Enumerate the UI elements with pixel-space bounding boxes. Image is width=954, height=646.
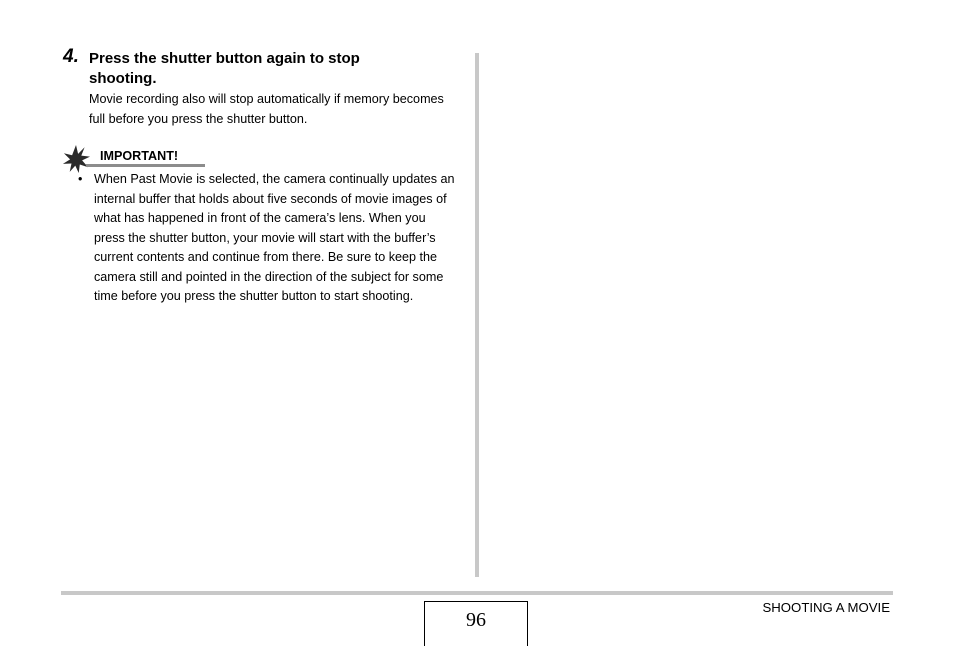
important-underline [86,164,205,167]
step-number: 4. [63,46,79,67]
bullet-icon: • [78,172,83,186]
list-item [78,170,458,307]
important-label: IMPORTANT! [100,149,179,163]
starburst-icon [62,145,90,173]
step-description: Movie recording also will stop automatically if memory becomes full before you press the shutter button. [89,92,444,126]
section-title: SHOOTING A MOVIE [762,600,890,615]
step-heading: Press the shutter button again to stop shooting. [89,50,360,87]
bullet-text: When Past Movie is selected, the camera continually updates an internal buffer that holds about five seconds of movie images of what has happened in front of the camera’s lens. When you press the shutter button, your movie will start with the buffer’s current contents and continue from there. Be sure to keep the camera still and pointed in the direction of the subject for some time before you press the shutter button to start shooting. [94,172,455,303]
footer-divider [61,591,893,595]
page-number: 96 [424,601,528,646]
important-header [62,145,212,171]
important-list [78,170,458,307]
column-divider [475,53,479,577]
